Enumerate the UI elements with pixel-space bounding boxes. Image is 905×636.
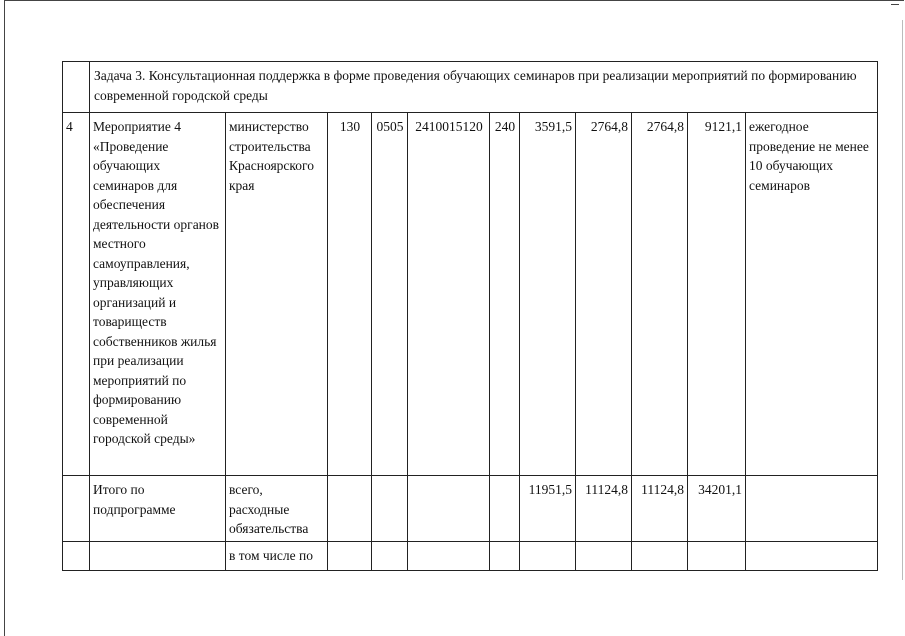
activity-row	[63, 113, 878, 476]
sub-number-cell	[63, 541, 90, 570]
sub-grbs	[328, 541, 372, 570]
sub-year3	[632, 541, 688, 570]
total-csr	[408, 476, 490, 542]
activity-total: 9121,1	[688, 113, 746, 476]
sub-type: в том числе по	[226, 541, 328, 570]
activity-year3: 2764,8	[632, 113, 688, 476]
total-number-cell	[63, 476, 90, 542]
task-number-cell	[63, 62, 90, 113]
total-grbs	[328, 476, 372, 542]
activity-result: ежегодное проведение не менее 10 обучающих семинаров	[746, 113, 878, 476]
total-type: всего, расходные обязательства	[226, 476, 328, 542]
activity-number: 4	[63, 113, 90, 476]
sub-year2	[576, 541, 632, 570]
total-year3: 11124,8	[632, 476, 688, 542]
activity-administrator: министерство строительства Красноярского края	[226, 113, 328, 476]
activity-year1: 3591,5	[520, 113, 576, 476]
activity-vr: 240	[490, 113, 520, 476]
corner-mark	[891, 4, 899, 5]
activity-grbs: 130	[328, 113, 372, 476]
sub-label	[90, 541, 226, 570]
sub-year1	[520, 541, 576, 570]
total-label: Итого по подпрограмме	[90, 476, 226, 542]
sub-csr	[408, 541, 490, 570]
activity-rzpr: 0505	[372, 113, 408, 476]
sub-rzpr	[372, 541, 408, 570]
sub-vr	[490, 541, 520, 570]
total-year1: 11951,5	[520, 476, 576, 542]
total-row	[63, 476, 878, 542]
total-sum: 34201,1	[688, 476, 746, 542]
sub-sum	[688, 541, 746, 570]
total-year2: 11124,8	[576, 476, 632, 542]
program-table	[62, 61, 878, 571]
page-right-edge	[902, 20, 903, 580]
total-vr	[490, 476, 520, 542]
activity-name: Мероприятие 4 «Проведение обучающих семинаров для обеспечения деятельности органов местного самоуправления, управляющих организаций и товариществ собственников жилья при реализации мероприятий по формированию современной городской среды»	[90, 113, 226, 476]
total-result	[746, 476, 878, 542]
task-row	[63, 62, 878, 113]
sub-result	[746, 541, 878, 570]
activity-csr: 2410015120	[408, 113, 490, 476]
sub-row	[63, 541, 878, 570]
activity-year2: 2764,8	[576, 113, 632, 476]
task-title: Задача 3. Консультационная поддержка в форме проведения обучающих семинаров при реализации мероприятий по формированию современной городской среды	[90, 62, 878, 113]
total-rzpr	[372, 476, 408, 542]
